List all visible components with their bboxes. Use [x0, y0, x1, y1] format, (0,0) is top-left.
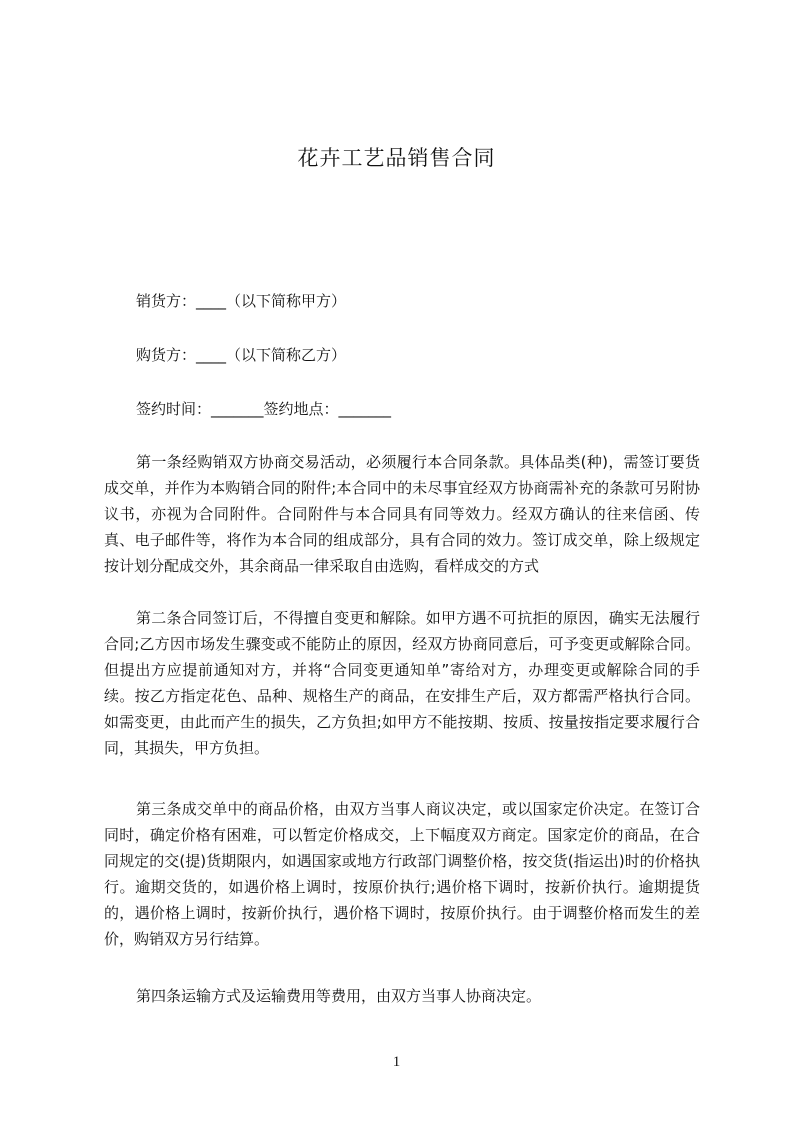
buyer-line: 购货方：____（以下简称乙方） [136, 346, 347, 364]
clause-4: 第四条运输方式及运输费用等费用，由双方当事人协商决定。 [136, 987, 542, 1005]
seller-line: 销货方：____（以下简称甲方） [136, 292, 347, 310]
page-number: 1 [392, 1054, 401, 1070]
clause-2: 第二条合同签订后，不得擅自变更和解除。如甲方遇不可抗拒的原因，确实无法履行合同;乙方因市场发生骤变或不能防止的原因，经双方协商同意后，可予变更或解除合同。但提出方应提前通知对方，并将“合同变更通知单”寄给对方，办理变更或解除合同的手续。按乙方指定花色、品种、规格生产的商品，在安排生产后，双方都需严格执行合同。如需变更，由此而产生的损失，乙方负担;如甲方不能按期、按质、按量按指定要求履行合同，其损失，甲方负担。 [104, 609, 700, 757]
sign-time-place-line: 签约时间：_______签约地点：_______ [136, 400, 392, 418]
clause-3: 第三条成交单中的商品价格，由双方当事人商议决定，或以国家定价决定。在签订合同时，确定价格有困难，可以暂定价格成交，上下幅度双方商定。国家定价的商品，在合同规定的交(提)货期限内，如遇国家或地方行政部门调整价格，按交货(指运出)时的价格执行。逾期交货的，如遇价格上调时，按原价执行;遇价格下调时，按新价执行。逾期提货的，遇价格上调时，按新价执行，遇价格下调时，按原价执行。由于调整价格而发生的差价，购销双方另行结算。 [104, 800, 700, 948]
document-title: 花卉工艺品销售合同 [297, 146, 496, 170]
clause-1: 第一条经购销双方协商交易活动，必须履行本合同条款。具体品类(种)，需签订要货成交单，并作为本购销合同的附件;本合同中的未尽事宜经双方协商需补充的条款可另附协议书，亦视为合同附件。合同附件与本合同具有同等效力。经双方确认的往来信函、传真、电子邮件等，将作为本合同的组成部分，具有合同的效力。签订成交单，除上级规定按计划分配成交外，其余商品一律采取自由选购，看样成交的方式 [104, 453, 700, 575]
